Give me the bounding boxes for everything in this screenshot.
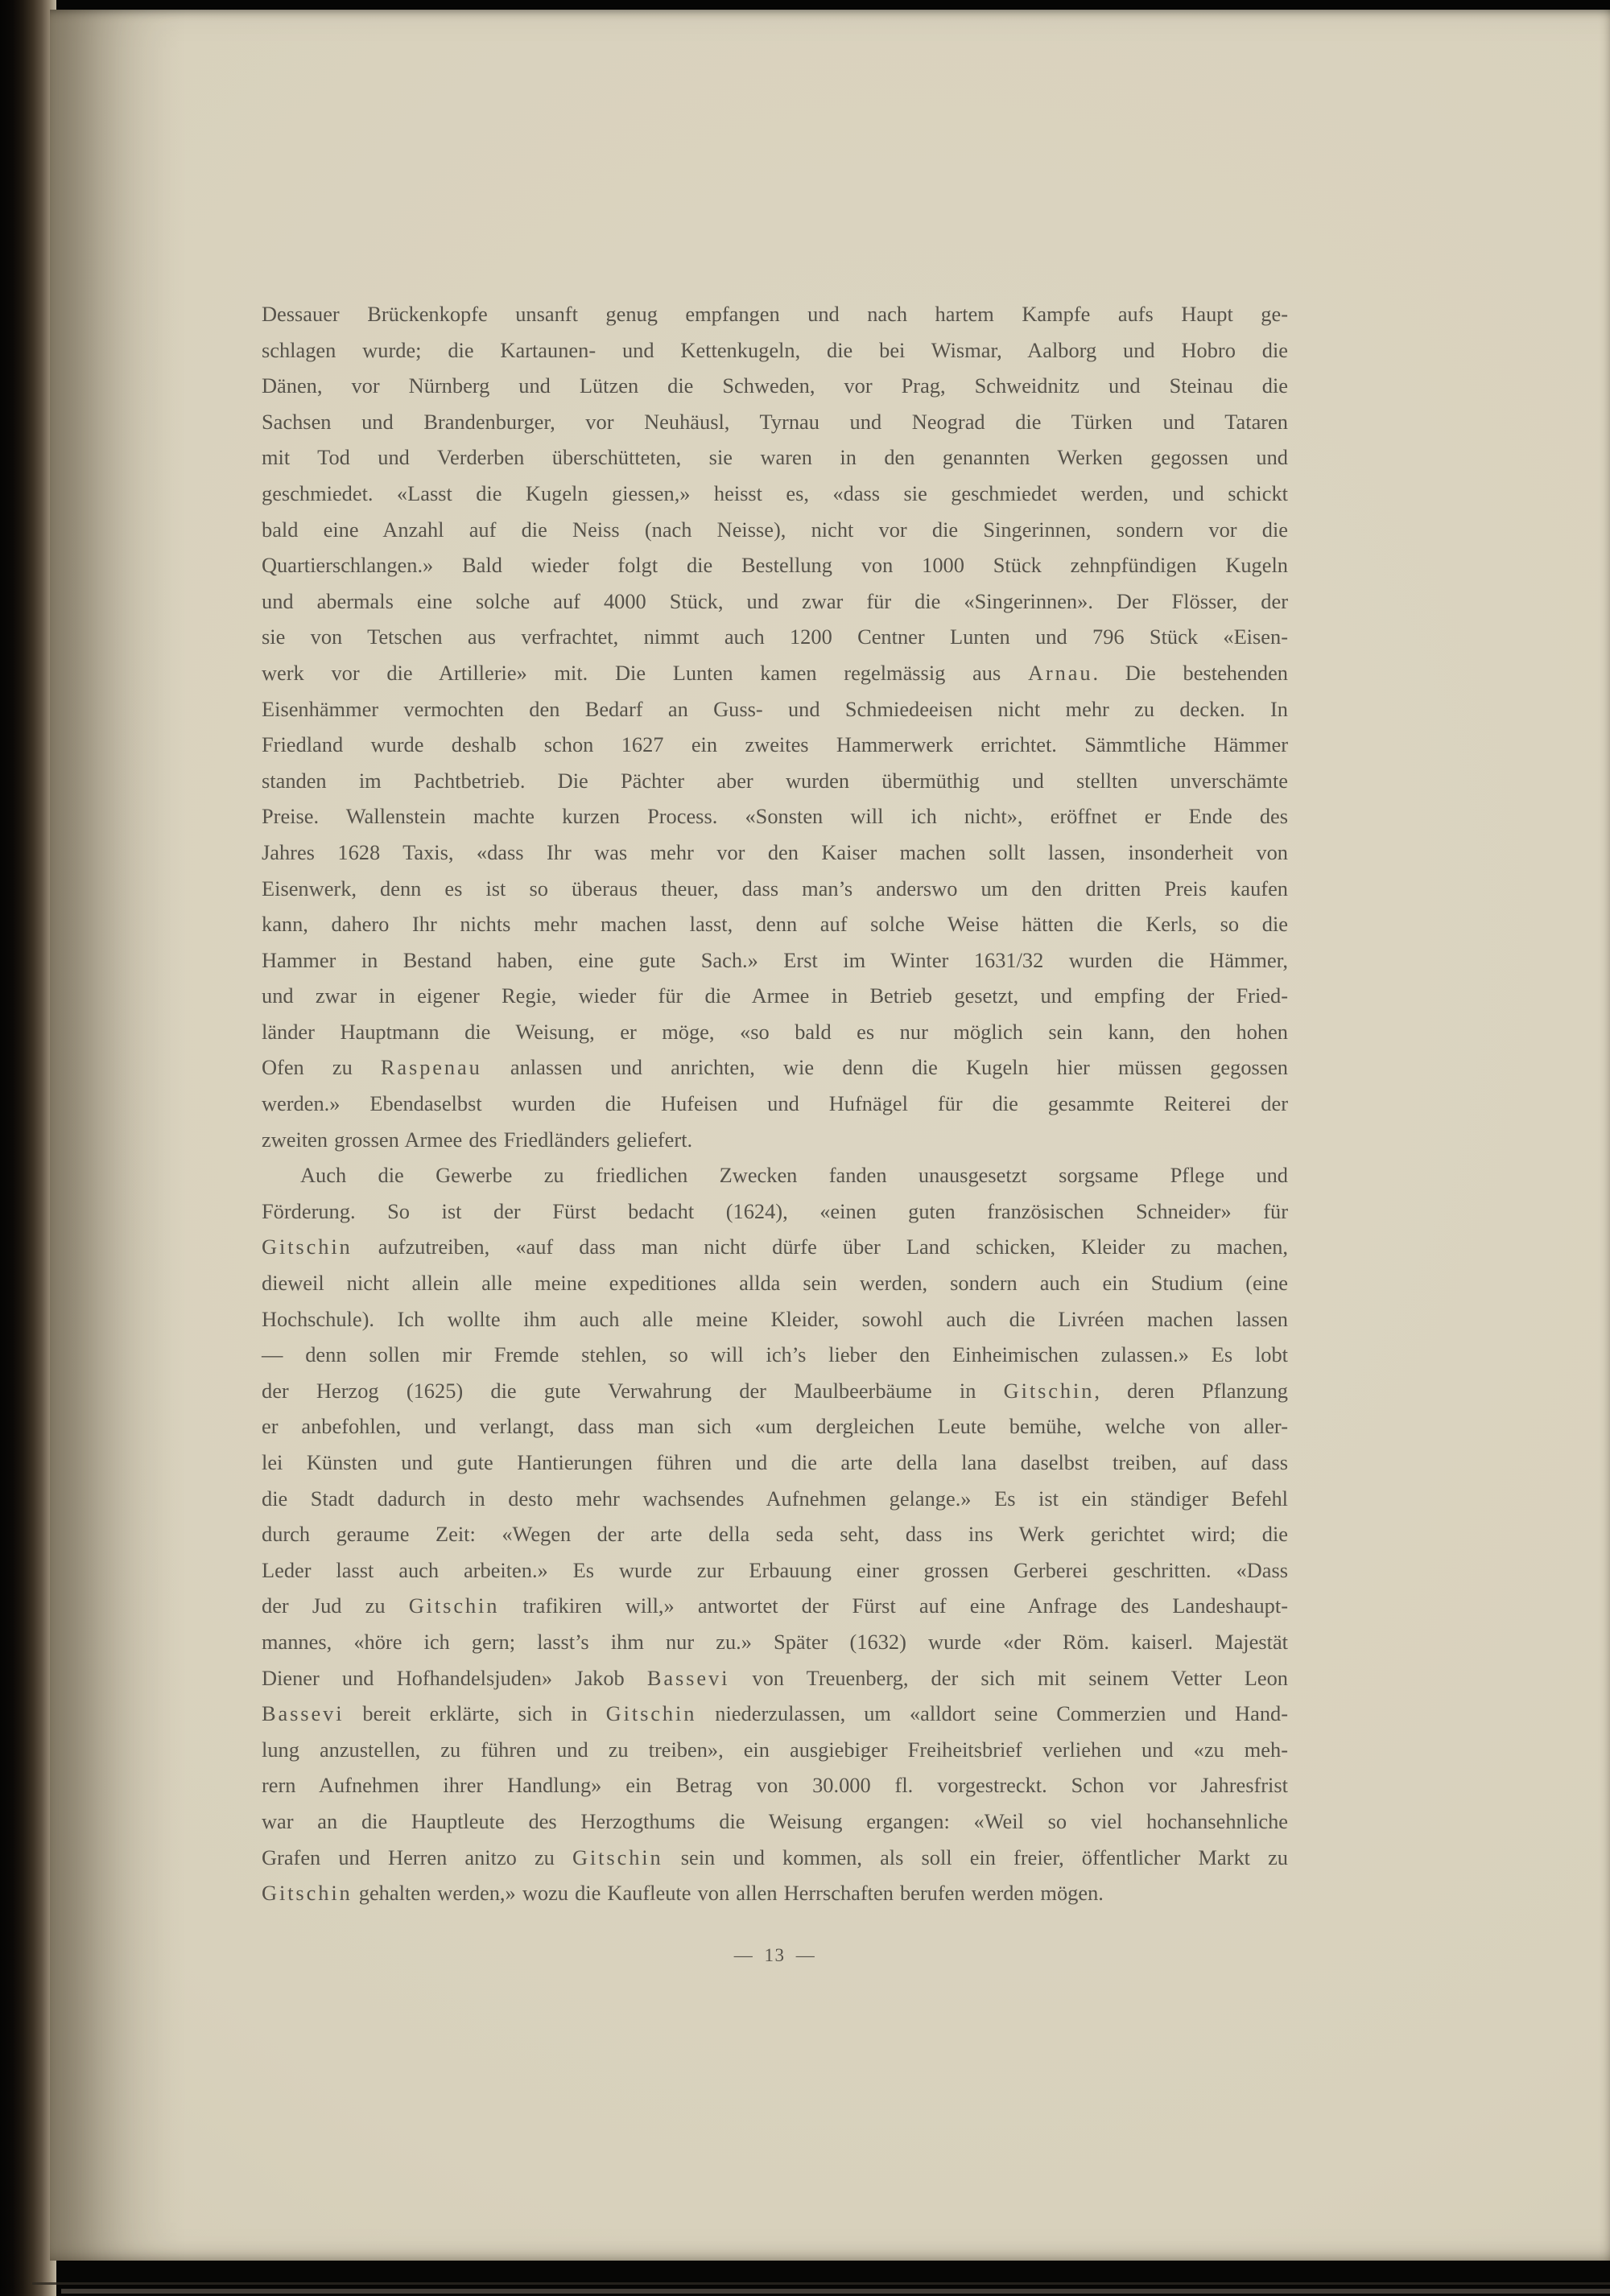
text-line: bald eine Anzahl auf die Neiss (nach Neisse), nicht vor die Singerinnen, sondern vor die [262, 517, 1288, 542]
text-line: und zwar in eigener Regie, wieder für die Armee in Betrieb gesetzt, und empfing der Fried- [262, 983, 1288, 1008]
letterspaced-word: Gitschin [605, 1701, 697, 1726]
bottom-page-edge-shadow [32, 2282, 1610, 2285]
text-line: Auch die Gewerbe zu friedlichen Zwecken fanden unausgesetzt sorgsame Pflege und [300, 1163, 1288, 1188]
text-line: Gitschin gehalten werden,» wozu die Kaufleute von allen Herrschaften berufen werden mögen. [262, 1881, 1104, 1906]
text-line: Leder lasst auch arbeiten.» Es wurde zur Erbauung einer grossen Gerberei geschritten. «Dass [262, 1557, 1288, 1582]
letterspaced-word: Arnau [1027, 660, 1093, 685]
letterspaced-word: Gitschin [408, 1593, 500, 1618]
text-line: sie von Tetschen aus verfrachtet, nimmt auch 1200 Centner Lunten und 796 Stück «Eisen- [262, 624, 1288, 649]
text-block [262, 296, 1288, 1911]
text-line: dieweil nicht allein alle meine expeditiones allda sein werden, sondern auch ein Studium (eine [262, 1271, 1288, 1296]
text-line: schlagen wurde; die Kartaunen- und Kettenkugeln, die bei Wismar, Aalborg und Hobro die [262, 337, 1288, 362]
letterspaced-word: Gitschin [1003, 1378, 1095, 1403]
text-line: Dessauer Brückenkopfe unsanft genug empfangen und nach hartem Kampfe aufs Haupt ge- [262, 302, 1288, 326]
text-line: der Herzog (1625) die gute Verwahrung der Maulbeerbäume in Gitschin, deren Pflanzung [262, 1378, 1288, 1403]
text-line: — denn sollen mir Fremde stehlen, so will ich’s lieber den Einheimischen zulassen.» Es lobt [262, 1342, 1288, 1367]
letterspaced-word: Gitschin [262, 1235, 353, 1259]
text-line: Diener und Hofhandelsjuden» Jakob Bassevi von Treuenberg, der sich mit seinem Vetter Leon [262, 1665, 1288, 1690]
text-line: mannes, «höre ich gern; lasst’s ihm nur zu.» Später (1632) wurde «der Röm. kaiserl. Majestät [262, 1629, 1288, 1654]
text-line: Gitschin aufzutreiben, «auf dass man nicht dürfe über Land schicken, Kleider zu machen, [262, 1235, 1288, 1259]
book-gutter-edge [0, 0, 56, 2296]
text-line: war an die Hauptleute des Herzogthums die Weisung ergangen: «Weil so viel hochansehnliche [262, 1808, 1288, 1833]
text-line: länder Hauptmann die Weisung, er möge, «so bald es nur möglich sein kann, den hohen [262, 1019, 1288, 1044]
text-line: lei Künsten und gute Hantierungen führen und die arte della lana daselbst treiben, auf dass [262, 1450, 1288, 1474]
text-line: Preise. Wallenstein machte kurzen Process. «Sonsten will ich nicht», eröffnet er Ende des [262, 804, 1288, 829]
text-line: werk vor die Artillerie» mit. Die Lunten kamen regelmässig aus Arnau. Die bestehenden [262, 660, 1288, 685]
text-line: Eisenhämmer vermochten den Bedarf an Guss- und Schmiedeeisen nicht mehr zu decken. In [262, 696, 1288, 721]
text-line: Sachsen und Brandenburger, vor Neuhäusl, Tyrnau und Neograd die Türken und Tataren [262, 409, 1288, 434]
text-line: standen im Pachtbetrieb. Die Pächter aber wurden übermüthig und stellten unverschämte [262, 768, 1288, 793]
text-line: Friedland wurde deshalb schon 1627 ein zweites Hammerwerk errichtet. Sämmtliche Hämmer [262, 732, 1288, 757]
letterspaced-word: Bassevi [262, 1701, 345, 1726]
text-line: Grafen und Herren anitzo zu Gitschin sein und kommen, als soll ein freier, öffentlicher Markt zu [262, 1845, 1288, 1869]
letterspaced-word: Bassevi [646, 1665, 730, 1690]
text-line: Eisenwerk, denn es ist so überaus theuer, dass man’s anderswo um den dritten Preis kaufen [262, 876, 1288, 901]
page-paper [50, 10, 1610, 2261]
text-line: Jahres 1628 Taxis, «dass Ihr was mehr vor den Kaiser machen sollt lassen, insonderheit von [262, 839, 1288, 864]
text-line: rern Aufnehmen ihrer Handlung» ein Betrag von 30.000 fl. vorgestreckt. Schon vor Jahresfrist [262, 1773, 1288, 1798]
text-line: lung anzustellen, zu führen und zu treiben», ein ausgiebiger Freiheitsbrief verliehen und «zu meh- [262, 1737, 1288, 1762]
text-line: durch geraume Zeit: «Wegen der arte della seda seht, dass ins Werk gerichtet wird; die [262, 1522, 1288, 1547]
text-line: Ofen zu Raspenau anlassen und anrichten, wie denn die Kugeln hier müssen gegossen [262, 1055, 1288, 1080]
letterspaced-word: Gitschin [262, 1881, 353, 1906]
letterspaced-word: Raspenau [380, 1055, 482, 1080]
page-number: — 13 — [733, 1945, 816, 1965]
text-line: zweiten grossen Armee des Friedländers geliefert. [262, 1127, 693, 1152]
text-line: Bassevi bereit erklärte, sich in Gitschin niederzulassen, um «alldort seine Commerzien und Hand- [262, 1701, 1289, 1726]
text-line: Hochschule). Ich wollte ihm auch alle meine Kleider, sowohl auch die Livréen machen lassen [262, 1306, 1288, 1331]
text-line: und abermals eine solche auf 4000 Stück, und zwar für die «Singerinnen». Der Flösser, der [262, 588, 1288, 613]
text-line: geschmiedet. «Lasst die Kugeln giessen,» heisst es, «dass sie geschmiedet werden, und schickt [262, 480, 1288, 505]
text-line: mit Tod und Verderben überschütteten, sie waren in den genannten Werken gegossen und [262, 445, 1288, 470]
paragraph-1 [262, 296, 1288, 1157]
text-line: werden.» Ebendaselbst wurden die Hufeisen und Hufnägel für die gesammte Reiterei der [262, 1091, 1288, 1116]
text-line: kann, dahero Ihr nichts mehr machen lasst, denn auf solche Weise hätten die Kerls, so die [262, 912, 1288, 937]
text-line: der Jud zu Gitschin trafikiren will,» antwortet der Fürst auf eine Anfrage des Landeshaupt- [262, 1593, 1288, 1618]
paragraph-2 [262, 1157, 1288, 1911]
text-line: die Stadt dadurch in desto mehr wachsendes Aufnehmen gelange.» Es ist ein ständiger Befehl [262, 1486, 1288, 1511]
letterspaced-word: Gitschin [572, 1845, 663, 1869]
bottom-page-edge [61, 2289, 1610, 2294]
text-line: er anbefohlen, und verlangt, dass man sich «um dergleichen Leute bemühe, welche von aller- [262, 1414, 1288, 1439]
text-line: Förderung. So ist der Fürst bedacht (1624), «einen guten französischen Schneider» für [262, 1198, 1288, 1223]
text-line: Quartierschlangen.» Bald wieder folgt die Bestellung von 1000 Stück zehnpfündigen Kugeln [262, 553, 1288, 578]
text-line: Hammer in Bestand haben, eine gute Sach.» Erst im Winter 1631/32 wurden die Hämmer, [262, 947, 1288, 972]
text-line: Dänen, vor Nürnberg und Lützen die Schweden, vor Prag, Schweidnitz und Steinau die [262, 373, 1288, 398]
